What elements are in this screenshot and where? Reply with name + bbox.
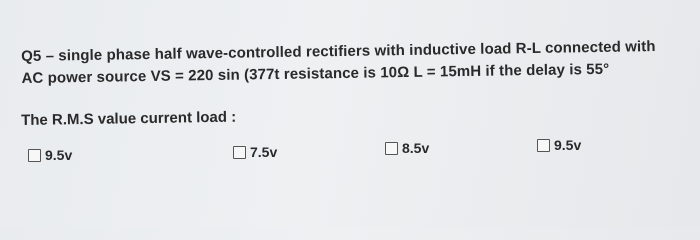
answer-option-label: 9.5v	[554, 137, 582, 153]
answer-option-label: 9.5v	[45, 147, 73, 163]
question-line-1: Q5 – single phase half wave-controlled rectifiers with inductive load R-L connected with	[21, 38, 656, 65]
answer-option-label: 8.5v	[402, 140, 430, 156]
answer-option-3[interactable]	[385, 140, 429, 156]
checkbox-icon[interactable]	[233, 146, 246, 159]
answer-option-1[interactable]	[28, 147, 72, 163]
checkbox-icon[interactable]	[385, 142, 398, 155]
checkbox-icon[interactable]	[28, 149, 41, 162]
answer-option-4[interactable]	[537, 137, 581, 153]
question-line-2: AC power source VS = 220 sin (377t resistance is 10Ω L = 15mH if the delay is 55°	[21, 60, 610, 87]
checkbox-icon[interactable]	[537, 139, 550, 152]
answer-option-2[interactable]	[233, 144, 277, 160]
answer-prompt: The R.M.S value current load :	[21, 108, 237, 129]
answer-option-label: 7.5v	[250, 144, 278, 160]
question-text	[21, 36, 682, 90]
